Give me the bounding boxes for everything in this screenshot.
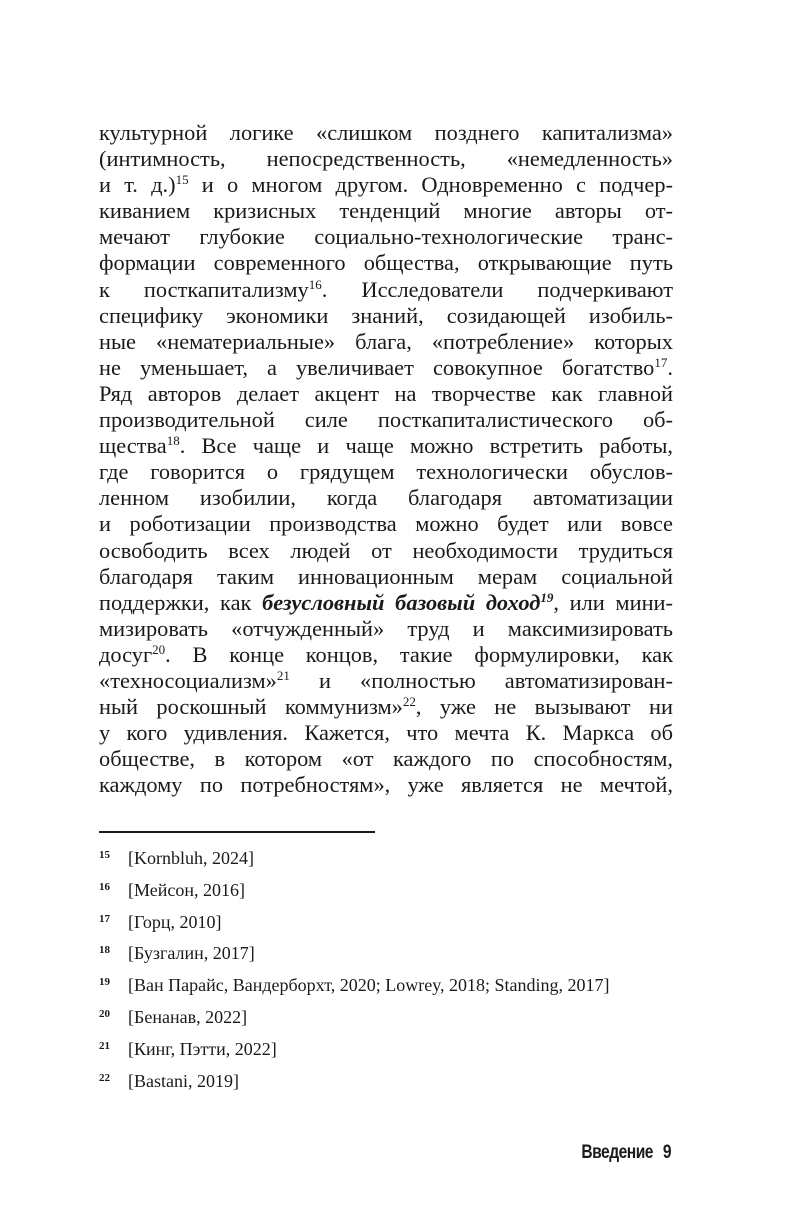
footnote-item xyxy=(99,1034,699,1066)
footnote-ref: 21 xyxy=(276,667,290,683)
text-line xyxy=(99,198,673,224)
text-line xyxy=(99,746,673,772)
footnote-ref: 19 xyxy=(540,589,554,605)
text-run: . В конце концов, такие формулировки, как xyxy=(165,641,673,667)
text-run: обществе, в котором «от каждого по способностям, xyxy=(99,746,673,772)
text-run: поддержки, как xyxy=(99,589,263,615)
text-line xyxy=(99,381,673,407)
footnote-item xyxy=(99,1066,699,1098)
text-line xyxy=(99,329,673,355)
text-line xyxy=(99,772,673,798)
body-text xyxy=(99,120,673,798)
text-run: мизировать «отчужденный» труд и максимизировать xyxy=(99,615,673,641)
text-run: и роботизации производства можно будет или вовсе xyxy=(99,511,673,537)
footnote-text: [Ван Парайс, Вандерборхт, 2020; Lowrey, 2018; Standing, 2017] xyxy=(128,975,610,996)
text-run: не уменьшает, а увеличивает совокупное богатство xyxy=(99,354,655,380)
footnote-ref: 18 xyxy=(166,433,180,449)
footnote-ref: 15 xyxy=(175,172,189,188)
text-run: и о многом другом. Одновременно с подчер- xyxy=(188,172,673,198)
text-run: ные «нематериальные» блага, «потребление» которых xyxy=(99,328,673,354)
text-run: . Все чаще и чаще можно встретить работы, xyxy=(179,433,673,459)
text-line xyxy=(99,538,673,564)
footnote-text: [Мейсон, 2016] xyxy=(128,879,245,900)
text-line xyxy=(99,277,673,303)
text-line xyxy=(99,616,673,642)
footnote-number: 17 xyxy=(99,912,110,925)
emphasis-term: безусловный базовый доход xyxy=(262,589,541,615)
text-line xyxy=(99,459,673,485)
text-run: Ряд авторов делает акцент на творчестве как главной xyxy=(99,380,673,406)
footnote-number: 22 xyxy=(99,1071,110,1084)
text-line xyxy=(99,303,673,329)
footnote-number: 16 xyxy=(99,880,110,893)
footnote-text: [Бузгалин, 2017] xyxy=(128,943,255,964)
text-run: культурной логике «слишком позднего капитализма» xyxy=(99,120,673,145)
text-run: досуг xyxy=(99,641,153,667)
text-line xyxy=(99,407,673,433)
text-line xyxy=(99,564,673,590)
text-run: где говорится о грядущем технологически обуслов- xyxy=(99,459,673,485)
footnote-ref: 22 xyxy=(402,694,416,710)
footnote-item xyxy=(99,938,699,970)
footnote-item xyxy=(99,1002,699,1034)
footnote-text: [Кинг, Пэтти, 2022] xyxy=(128,1038,277,1059)
text-line xyxy=(99,511,673,537)
text-run: киванием кризисных тенденций многие авторы от- xyxy=(99,198,673,224)
text-line xyxy=(99,642,673,668)
footnote-number: 20 xyxy=(99,1007,110,1020)
text-line xyxy=(99,433,673,459)
footnote-item xyxy=(99,970,699,1002)
text-run: и т. д.) xyxy=(99,172,176,198)
text-run: у кого удивления. Кажется, что мечта К. Маркса об xyxy=(99,720,673,746)
text-run: освободить всех людей от необходимости трудиться xyxy=(99,537,673,563)
text-run: к посткапитализму xyxy=(99,276,309,302)
text-run: и «полностью автоматизирован- xyxy=(289,667,673,693)
text-line xyxy=(99,172,673,198)
footnote-text: [Бенанав, 2022] xyxy=(128,1006,248,1027)
text-line xyxy=(99,250,673,276)
text-line xyxy=(99,694,673,720)
text-line xyxy=(99,485,673,511)
text-run: благодаря таким инновационным мерам социальной xyxy=(99,563,673,589)
text-run: (интимность, непосредственность, «немедленность» xyxy=(99,146,673,172)
footnote-number: 18 xyxy=(99,944,110,957)
text-run: , уже не вызывают ни xyxy=(415,694,673,720)
footnote-text: [Горц, 2010] xyxy=(128,911,222,932)
footnotes xyxy=(99,843,699,1097)
footnote-ref: 20 xyxy=(152,641,166,657)
text-line xyxy=(99,224,673,250)
footnote-number: 15 xyxy=(99,849,110,861)
text-run: специфику экономики знаний, созидающей изобиль- xyxy=(99,302,673,328)
text-line xyxy=(99,668,673,694)
text-run: , или мини- xyxy=(553,589,673,615)
footnote-divider xyxy=(99,831,375,833)
text-run: мечают глубокие социально-технологические транс- xyxy=(99,224,673,250)
text-run: формации современного общества, открывающие путь xyxy=(99,250,673,276)
text-run: «техносоциализм» xyxy=(99,667,277,693)
footnote-number: 21 xyxy=(99,1039,110,1052)
footnote-number: 19 xyxy=(99,976,110,989)
footnote-item xyxy=(99,875,699,907)
text-run: ленном изобилии, когда благодаря автоматизации xyxy=(99,485,673,511)
text-line xyxy=(99,146,673,172)
text-line xyxy=(99,120,673,146)
running-footer xyxy=(564,1142,671,1164)
text-run: . Исследователи подчеркивают xyxy=(321,276,673,302)
text-line xyxy=(99,720,673,746)
footnote-text: [Bastani, 2019] xyxy=(128,1070,239,1091)
text-run: производительной силе посткапиталистического об- xyxy=(99,407,673,433)
footnote-text: [Kornbluh, 2024] xyxy=(128,848,254,868)
footnote-item xyxy=(99,843,699,875)
footnote-ref: 17 xyxy=(654,354,668,370)
section-title: Введение xyxy=(581,1142,653,1163)
text-line xyxy=(99,355,673,381)
page-number: 9 xyxy=(662,1142,671,1163)
text-run: ный роскошный коммунизм» xyxy=(99,694,403,720)
text-run: . xyxy=(667,354,673,380)
text-run: щества xyxy=(99,433,167,459)
footnote-ref: 16 xyxy=(308,276,322,292)
text-run: каждому по потребностям», уже является не мечтой, xyxy=(99,772,673,798)
footnote-item xyxy=(99,907,699,939)
text-line xyxy=(99,590,673,616)
